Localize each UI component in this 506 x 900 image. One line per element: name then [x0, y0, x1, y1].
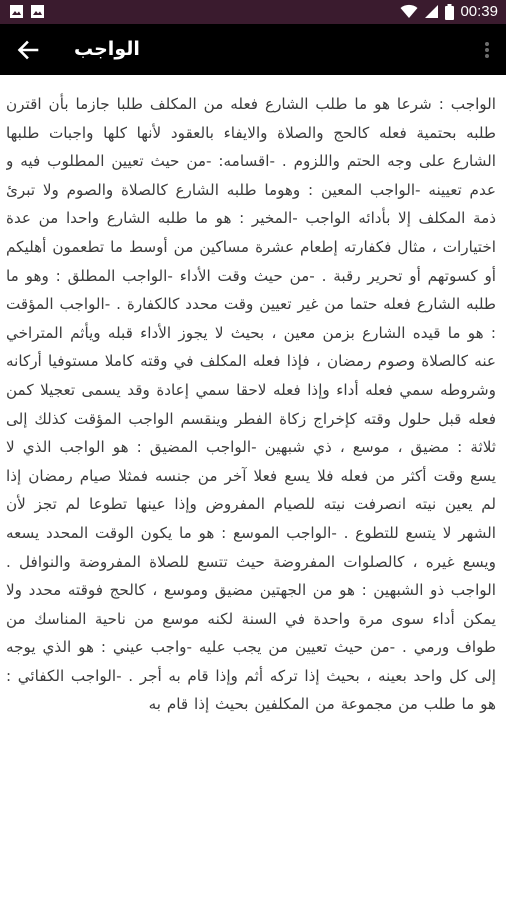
- bottom-blank-area: [0, 840, 506, 900]
- back-button[interactable]: [14, 36, 42, 64]
- system-icons: [400, 3, 498, 20]
- article-content: [6, 90, 496, 840]
- gallery-icon: [10, 5, 23, 18]
- page-title: الواجب: [74, 38, 140, 60]
- app-bar: [0, 24, 506, 75]
- gallery-icon: [31, 5, 44, 18]
- clock-time: 00:39: [460, 3, 498, 20]
- battery-icon: [445, 4, 454, 20]
- notification-icons: [10, 5, 44, 18]
- signal-icon: [424, 4, 439, 19]
- arrow-back-icon: [14, 36, 42, 64]
- article-text: الواجب : شرعا هو ما طلب الشارع فعله من المكلف طلبا جازما بأن اقترن طلبه بحتمية فعله كالحج والصلاة والايفاء بالعقود لأنها كلها واجبات طلبها الشارع على وجه الحتم واللزوم . -اقسامه: -من حيث تعيين المطلوب فيه و عدم تعيينه -الواجب المعين : وهوما طلبه الشارع كالصلاة والصوم ولا تبرئ ذمة المكلف إلا بأدائه الواجب -المخير : هو ما طلبه الشارع واحدا من عدة اختيارات ، مثال فكفارته إطعام عشرة مساكين من أوسط ما تطعمون أهليكم أو كسوتهم أو تحرير رقبة . -من حيث وقت الأداء -الواجب المطلق : وهو ما طلبه الشارع فعله حتما من غير تعيين وقت محدد كالكفارة . -الواجب المؤقت : هو ما قيده الشارع بزمن معين ، بحيث لا يجوز الأداء قبله ويأثم المتراخي عنه كالصلاة وصوم رمضان ، فإذا فعله المكلف في وقته كاملا مستوفيا أركانه وشروطه سمي فعله أداء وإذا فعله لاحقا سمي إعادة وقد يسمى تعجيلا كمن فعله قبل حلول وقته كإخراج زكاة الفطر وينقسم الواجب المؤقت كذلك إلى ثلاثة : مضيق ، موسع ، ذي شبهين -الواجب المضيق : هو الواجب الذي لا يسع وقت أكثر من فعله فلا يسع فعلا آخر من جنسه فمثلا صيام رمضان إذا لم يعين نيته انصرفت نيته للصيام المفروض وإذا عينها تطوعا لم تجز لأن الشهر لا يتسع للتطوع . -الواجب الموسع : هو ما يكون الوقت المحدد يسعه ويسع غيره ، كالصلوات المفروضة حيث تتسع للصلاة المفروضة والنوافل . الواجب ذو الشبهين : هو من الجهتين مضيق وموسع ، كالحج فوقته محدد ولا يمكن أداء سوى مرة واحدة في السنة لكنه موسع من ناحية المناسك من طواف ورمي . -من حيث تعيين من يجب عليه -واجب عيني : هو الذي يوجه إلى كل واحد بعينه ، بحيث إذا تركه أثم وإذا قام به أجر . -الواجب الكفائي : هو ما طلب من مجموعة من المكلفين بحيث إذا قام به: [6, 95, 496, 714]
- more-options-button[interactable]: [474, 36, 500, 64]
- status-bar: [0, 0, 506, 24]
- wifi-icon: [400, 4, 418, 19]
- more-vert-icon: [485, 42, 489, 46]
